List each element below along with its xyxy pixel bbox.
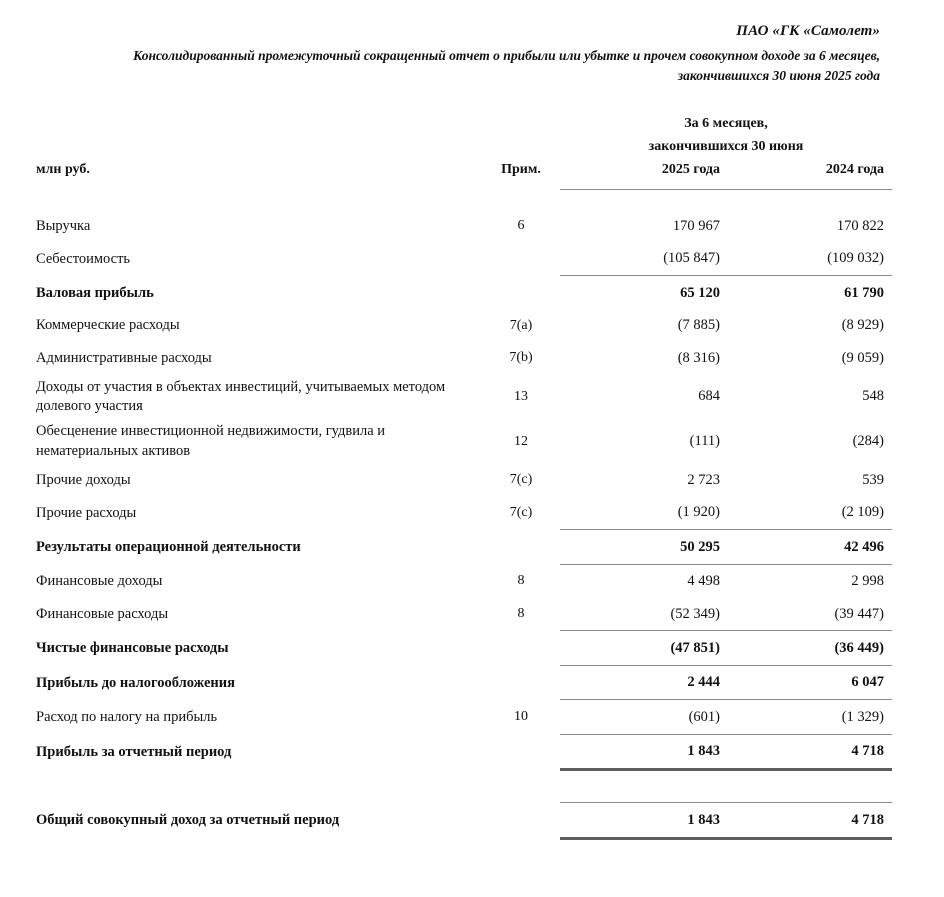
row-value-2025: (111) <box>689 433 720 450</box>
row-value-2025: (8 316) <box>677 349 720 366</box>
column-header-row <box>36 158 892 189</box>
row-note: 7(a) <box>509 317 533 333</box>
row-label: Финансовые доходы <box>36 573 163 590</box>
spacer-before-comprehensive <box>36 772 892 803</box>
table-row <box>36 531 892 564</box>
table-row <box>36 375 892 420</box>
table-row <box>36 667 892 700</box>
span-header-note-spacer <box>482 113 560 135</box>
row-label: Прочие расходы <box>36 504 137 521</box>
row-note: 13 <box>514 388 528 404</box>
row-label: Прибыль за отчетный период <box>36 743 232 760</box>
row-value-2025: 684 <box>698 388 720 405</box>
table-row <box>36 243 892 276</box>
row-value-2025: 65 120 <box>680 284 720 301</box>
table-row <box>36 464 892 496</box>
year-2025-header: 2025 года <box>661 161 720 177</box>
table-row <box>36 804 892 838</box>
row-value-2024: 6 047 <box>851 674 885 691</box>
row-label: Административные расходы <box>36 349 212 366</box>
row-note <box>482 531 560 564</box>
row-label: Выручка <box>36 218 91 235</box>
row-value-2025: (601) <box>688 708 720 725</box>
table-row <box>36 736 892 770</box>
row-note <box>482 632 560 665</box>
row-value-2025: (52 349) <box>670 605 720 622</box>
row-label: Финансовые расходы <box>36 605 169 622</box>
row-value-2024: (9 059) <box>841 349 885 366</box>
row-label: Валовая прибыль <box>36 284 154 301</box>
row-value-2024: (284) <box>852 433 885 450</box>
row-value-2024: (1 329) <box>841 708 885 725</box>
row-value-2024: 61 790 <box>844 284 885 301</box>
row-value-2025: (105 847) <box>663 250 720 267</box>
table-row <box>36 211 892 243</box>
row-value-2024: (2 109) <box>841 504 885 521</box>
row-value-2024: (36 449) <box>834 639 885 656</box>
row-note <box>482 243 560 276</box>
row-value-2024: (8 929) <box>841 317 885 334</box>
row-value-2024: 4 718 <box>851 811 885 828</box>
span-header-row-1 <box>36 113 892 135</box>
row-note <box>482 667 560 700</box>
row-value-2025: (1 920) <box>677 504 720 521</box>
row-note <box>482 277 560 309</box>
table-row <box>36 277 892 309</box>
span-header-note-spacer-2 <box>482 136 560 158</box>
grand-total-rule-bottom <box>36 838 892 841</box>
table-row <box>36 632 892 665</box>
table-row <box>36 598 892 631</box>
row-note: 12 <box>514 433 528 449</box>
year-2024-header: 2024 года <box>825 161 885 177</box>
row-note <box>482 804 560 838</box>
row-label: Расход по налогу на прибыль <box>36 709 218 726</box>
row-value-2024: 170 822 <box>836 218 885 235</box>
row-value-2025: 170 967 <box>672 218 720 235</box>
row-value-2024: (39 447) <box>834 605 885 622</box>
row-label: Прочие доходы <box>36 471 131 488</box>
row-value-2025: 1 843 <box>687 743 720 760</box>
table-row <box>36 566 892 598</box>
row-value-2025: 2 444 <box>687 674 720 691</box>
table-row <box>36 497 892 530</box>
row-note <box>482 736 560 770</box>
row-label: Чистые финансовые расходы <box>36 640 229 657</box>
row-value-2024: 539 <box>862 471 885 488</box>
row-value-2025: (47 851) <box>670 639 720 656</box>
row-value-2025: 50 295 <box>680 538 720 555</box>
row-value-2024: 548 <box>862 388 885 405</box>
row-value-2024: 4 718 <box>851 743 885 760</box>
table-row <box>36 701 892 734</box>
spacer-after-header <box>36 191 892 211</box>
row-label: Результаты операционной деятельности <box>36 538 301 555</box>
row-note: 6 <box>517 218 525 234</box>
row-value-2025: 1 843 <box>687 811 720 828</box>
span-header-row-2 <box>36 136 892 158</box>
period-header-line2: закончившихся 30 июня <box>648 138 804 154</box>
row-note: 8 <box>517 573 525 589</box>
span-header-spacer-2 <box>36 136 482 158</box>
row-value-2025: 4 498 <box>687 573 720 590</box>
row-value-2025: 2 723 <box>687 471 720 488</box>
row-value-2024: 2 998 <box>851 573 885 590</box>
row-label: Прибыль до налогообложения <box>36 674 235 691</box>
period-header-line1: За 6 месяцев, <box>684 116 768 132</box>
table-row <box>36 310 892 342</box>
row-note: 7(c) <box>509 504 533 520</box>
table-row <box>36 419 892 464</box>
table-row <box>36 342 892 374</box>
row-note: 10 <box>514 709 528 725</box>
row-label: Себестоимость <box>36 250 131 267</box>
company-name: ПАО «ГК «Самолет» <box>736 23 880 39</box>
row-note: 7(c) <box>509 472 533 488</box>
row-value-2024: 42 496 <box>844 538 885 555</box>
row-value-2025: (7 885) <box>677 317 720 334</box>
income-statement-table <box>36 113 892 840</box>
row-label: Общий совокупный доход за отчетный период <box>36 812 340 829</box>
row-note: 7(b) <box>509 350 533 366</box>
row-note: 8 <box>517 606 525 622</box>
document-subtitle: Консолидированный промежуточный сокращенный отчет о прибыли или убытке и прочем совокупном доходе за 6 месяцев, закончившихся 30 июня 2025 года <box>133 47 880 84</box>
document-header <box>36 0 880 87</box>
row-value-2024: (109 032) <box>827 250 885 267</box>
note-column-header: Прим. <box>501 162 541 178</box>
span-header-spacer <box>36 113 482 135</box>
row-label: Коммерческие расходы <box>36 317 180 334</box>
units-label: млн руб. <box>36 162 90 178</box>
row-label: Обесценение инвестиционной недвижимости, гудвила и нематериальных активов <box>36 423 386 459</box>
row-label: Доходы от участия в объектах инвестиций, учитываемых методом долевого участия <box>36 378 446 415</box>
